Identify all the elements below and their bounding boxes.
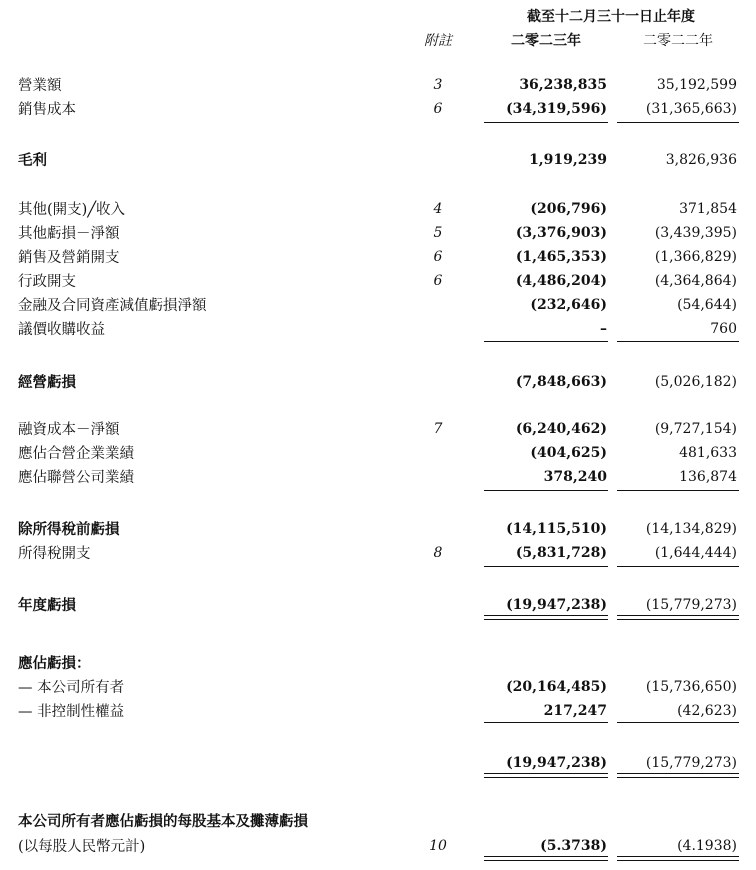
subtotal-line-2022 [617, 490, 739, 491]
value-2023: – [600, 321, 607, 337]
row-label: 金融及合同資產減值虧損淨額 [18, 298, 207, 314]
subtotal-line-2022 [617, 122, 739, 123]
row-note: 4 [433, 201, 443, 217]
total-double-line-2023 [484, 615, 608, 620]
value-2022: (42,623) [677, 703, 737, 719]
value-2023: (232,646) [530, 297, 607, 313]
row-label: 除所得稅前虧損 [18, 521, 120, 538]
value-2022: (4,364,864) [654, 273, 737, 289]
value-2023: 378,240 [543, 469, 607, 485]
row-label: 其他(開支)╱收入 [18, 202, 126, 218]
period-title: 截至十二月三十一日止年度 [527, 9, 695, 25]
row-label: — 本公司所有者 [18, 680, 125, 696]
value-2022: (5,026,182) [654, 374, 737, 390]
value-2022: 3,826,936 [665, 152, 737, 168]
row-label: 融資成本－淨額 [18, 422, 120, 438]
row-label: 銷售及營銷開支 [18, 250, 120, 266]
year-2023-header: 二零二三年 [511, 33, 581, 49]
value-2022: (3,439,395) [654, 225, 737, 241]
value-2023: 36,238,835 [519, 77, 607, 93]
value-2022: 371,854 [679, 201, 737, 217]
value-2023: 217,247 [543, 703, 607, 719]
row-label: 其他虧損－淨額 [18, 226, 120, 242]
row-label: 議價收購收益 [18, 322, 105, 338]
row-label: 經營虧損 [18, 374, 76, 391]
total-double-line-2022 [617, 856, 739, 861]
value-2022: (14,134,829) [645, 521, 737, 537]
value-2022: (54,644) [677, 297, 737, 313]
year-2022-header: 二零二二年 [643, 33, 713, 49]
subtotal-line-2022 [617, 722, 739, 723]
row-label: 所得稅開支 [18, 546, 91, 562]
row-note: 7 [433, 421, 443, 437]
value-2023: (19,947,238) [506, 597, 607, 613]
row-note: 8 [433, 545, 443, 561]
row-label: — 非控制性權益 [18, 704, 125, 720]
row-label: 應佔合營企業業績 [18, 446, 134, 462]
value-2022: 136,874 [679, 469, 737, 485]
total-double-line-2022 [617, 615, 739, 620]
row-label: (以每股人民幣元計) [18, 839, 146, 855]
row-label: 本公司所有者應佔虧損的每股基本及攤薄虧損 [18, 813, 308, 830]
value-2022: (31,365,663) [645, 101, 737, 117]
value-2023: (206,796) [530, 201, 607, 217]
value-2022: (15,779,273) [645, 755, 737, 771]
total-double-line-2023 [484, 856, 608, 861]
value-2022: (15,736,650) [645, 679, 737, 695]
total-double-line-2023 [484, 773, 608, 778]
note-column-header: 附註 [424, 33, 452, 49]
row-note: 3 [433, 77, 443, 93]
value-2022: (1,366,829) [654, 249, 737, 265]
row-note: 6 [433, 249, 443, 265]
value-2023: (1,465,353) [515, 249, 607, 265]
value-2023: (5,831,728) [515, 545, 607, 561]
row-label: 年度虧損 [18, 597, 76, 614]
value-2023: (3,376,903) [515, 225, 607, 241]
value-2022: (15,779,273) [645, 597, 737, 613]
subtotal-line-2022 [617, 566, 739, 567]
value-2023: (4,486,204) [515, 273, 607, 289]
value-2022: 481,633 [679, 445, 737, 461]
row-label: 毛利 [18, 152, 47, 169]
row-label: 應佔聯營公司業績 [18, 470, 134, 486]
value-2022: (4.1938) [677, 838, 737, 854]
subtotal-line-2023 [484, 722, 608, 723]
value-2022: (9,727,154) [654, 421, 737, 437]
value-2023: (5.3738) [540, 838, 607, 854]
value-2022: 35,192,599 [656, 77, 737, 93]
value-2023: (34,319,596) [506, 101, 607, 117]
subtotal-line-2023 [484, 490, 608, 491]
value-2023: (6,240,462) [515, 421, 607, 437]
subtotal-line-2022 [617, 341, 739, 342]
row-label: 行政開支 [18, 274, 76, 290]
subtotal-line-2023 [484, 122, 608, 123]
value-2023: (20,164,485) [506, 679, 607, 695]
value-2023: (7,848,663) [515, 374, 607, 390]
row-label: 營業額 [18, 78, 62, 94]
total-double-line-2022 [617, 773, 739, 778]
value-2023: (19,947,238) [506, 755, 607, 771]
value-2022: (1,644,444) [654, 545, 737, 561]
value-2023: 1,919,239 [529, 152, 607, 168]
value-2022: 760 [710, 321, 737, 337]
row-note: 6 [433, 273, 443, 289]
subtotal-line-2023 [484, 341, 608, 342]
row-label: 銷售成本 [18, 102, 76, 118]
row-label: 應佔虧損： [18, 655, 91, 672]
subtotal-line-2023 [484, 566, 608, 567]
value-2023: (14,115,510) [506, 521, 607, 537]
row-note: 6 [433, 101, 443, 117]
value-2023: (404,625) [530, 445, 607, 461]
row-note: 10 [429, 838, 447, 854]
row-note: 5 [433, 225, 443, 241]
